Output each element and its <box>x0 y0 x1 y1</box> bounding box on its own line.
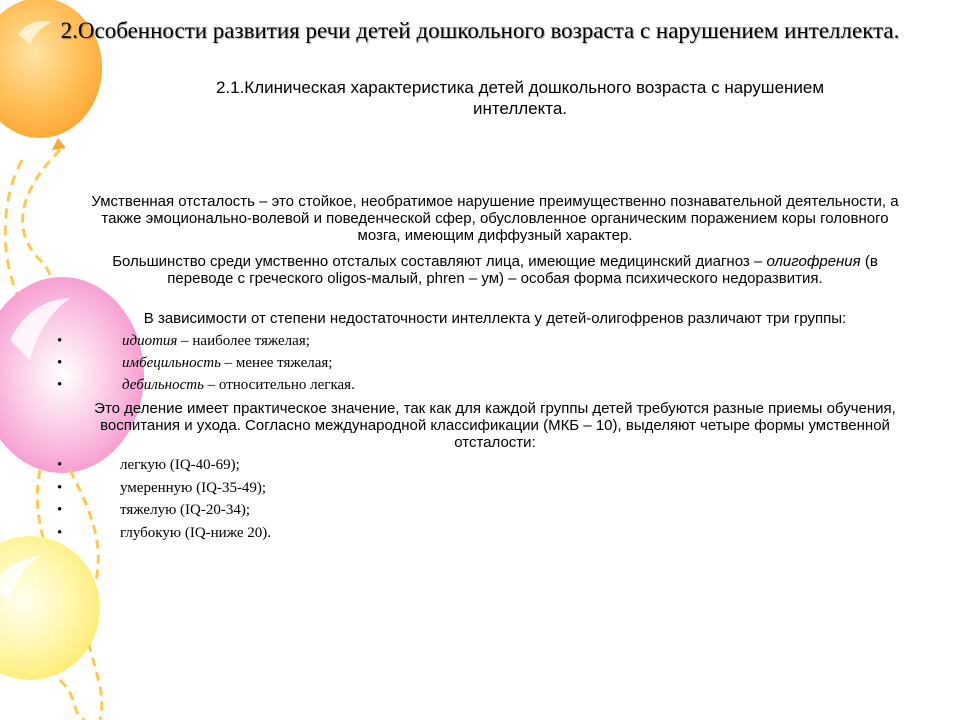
form-item: умеренную (IQ-35-49); <box>120 480 267 496</box>
bullet-icon: • <box>57 480 63 496</box>
group-desc: – наиболее тяжелая; <box>177 333 310 349</box>
bullet-icon: • <box>57 355 63 371</box>
diagnosis-text-b: (в переводе с греческого oligos-малый, phren – ум) – особая форма психического недоразвития. <box>167 253 878 287</box>
classification-paragraph: Это деление имеет практическое значение, так как для каждой группы детей требуются разные приемы обучения, воспитания и ухода. Согласно международной классификации (МКБ – 10), выделяют четыре формы умственной отсталости: <box>94 400 896 451</box>
group-term: имбецильность <box>122 355 221 371</box>
bullet-icon: • <box>57 457 63 473</box>
diagnosis-term: олигофрения <box>766 253 861 270</box>
group-term: дебильность <box>122 377 204 393</box>
diagnosis-text-a: Большинство среди умственно отсталых составляют лица, имеющие медицинский диагноз – <box>112 253 763 270</box>
form-item: легкую (IQ-40-69); <box>120 457 240 473</box>
group-desc: – менее тяжелая; <box>220 355 333 371</box>
form-item: тяжелую (IQ-20-34); <box>120 502 250 518</box>
bullet-icon: • <box>57 333 63 349</box>
bullet-icon: • <box>57 502 63 518</box>
bullet-icon: • <box>57 525 63 541</box>
slide-title: 2.Особенности развития речи детей дошкольного возраста с нарушением интеллекта. <box>60 18 900 43</box>
slide-subtitle: 2.1.Клиническая характеристика детей дошкольного возраста с нарушением интеллекта. <box>215 78 825 118</box>
diagnosis-paragraph <box>80 253 910 287</box>
form-item: глубокую (IQ-ниже 20). <box>120 525 272 541</box>
group-term: идиотия <box>122 333 178 349</box>
definition-paragraph: Умственная отсталость – это стойкое, необратимое нарушение преимущественно познавательной деятельности, а также эмоционально-волевой и поведенческой сфер, обусловленное органическим поражением коры головного мозга, имеющим диффузный характер. <box>91 193 899 244</box>
groups-intro: В зависимости от степени недостаточности интеллекта у детей-олигофренов различают три группы: <box>143 310 847 327</box>
bullet-icon: • <box>57 377 63 393</box>
group-desc: – относительно легкая. <box>203 377 355 393</box>
